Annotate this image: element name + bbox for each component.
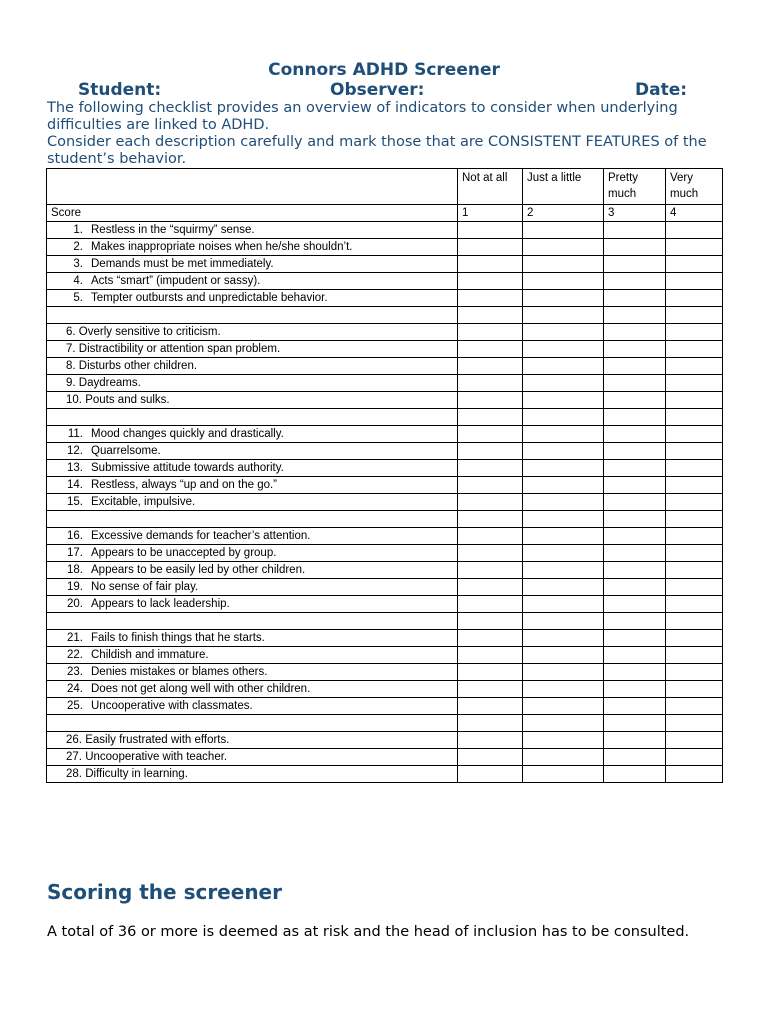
- item-text: Appears to be unaccepted by group.: [91, 547, 277, 559]
- item-number: 11.: [67, 428, 83, 440]
- item-description: [47, 647, 458, 664]
- rating-cell[interactable]: [458, 596, 523, 613]
- rating-cell[interactable]: [523, 324, 604, 341]
- rating-cell[interactable]: [666, 477, 723, 494]
- rating-cell[interactable]: [458, 256, 523, 273]
- rating-cell[interactable]: [666, 324, 723, 341]
- item-text: Appears to lack leadership.: [91, 598, 230, 610]
- rating-cell[interactable]: [666, 392, 723, 409]
- rating-cell: [458, 409, 523, 426]
- item-number: 7.: [66, 343, 76, 355]
- rating-cell[interactable]: [604, 324, 666, 341]
- rating-cell[interactable]: [458, 375, 523, 392]
- table-row: [47, 358, 723, 375]
- item-number: 12.: [67, 445, 83, 457]
- item-description: [47, 494, 458, 511]
- table-header-row: [47, 169, 723, 205]
- rating-cell[interactable]: [604, 545, 666, 562]
- item-description: [47, 426, 458, 443]
- rating-cell[interactable]: [523, 647, 604, 664]
- table-row: [47, 222, 723, 239]
- scoring-heading: Scoring the screener: [47, 880, 282, 904]
- rating-cell[interactable]: [523, 494, 604, 511]
- table-row: [47, 290, 723, 307]
- item-description: [47, 613, 458, 630]
- item-number: 24.: [67, 683, 83, 695]
- item-description: [47, 358, 458, 375]
- item-number: 1.: [73, 224, 83, 236]
- item-description: [47, 732, 458, 749]
- table-row: [47, 460, 723, 477]
- rating-cell[interactable]: [458, 358, 523, 375]
- rating-cell[interactable]: [523, 664, 604, 681]
- item-description: [47, 273, 458, 290]
- rating-cell[interactable]: [458, 222, 523, 239]
- table-row: [47, 698, 723, 715]
- rating-cell[interactable]: [458, 494, 523, 511]
- rating-cell[interactable]: [523, 341, 604, 358]
- rating-cell[interactable]: [458, 647, 523, 664]
- rating-cell: [458, 715, 523, 732]
- item-text: Restless in the “squirmy” sense.: [91, 224, 255, 236]
- item-number: 8.: [66, 360, 76, 372]
- item-description: [47, 477, 458, 494]
- rating-cell[interactable]: [458, 698, 523, 715]
- score-label: Score: [47, 205, 458, 222]
- table-row: [47, 443, 723, 460]
- item-text: No sense of fair play.: [91, 581, 199, 593]
- intro-text: [47, 100, 747, 168]
- rating-cell[interactable]: [604, 766, 666, 783]
- header-blank-cell: [47, 169, 458, 205]
- rating-cell[interactable]: [666, 528, 723, 545]
- date-label: Date:: [635, 80, 688, 100]
- item-description: [47, 324, 458, 341]
- item-description: [47, 528, 458, 545]
- rating-cell[interactable]: [604, 664, 666, 681]
- rating-cell[interactable]: [458, 528, 523, 545]
- rating-cell: [604, 409, 666, 426]
- rating-cell[interactable]: [523, 579, 604, 596]
- rating-cell[interactable]: [604, 341, 666, 358]
- item-text: Difficulty in learning.: [85, 768, 188, 780]
- item-description: [47, 545, 458, 562]
- table-row: [47, 732, 723, 749]
- rating-cell: [523, 715, 604, 732]
- scoring-text: A total of 36 or more is deemed as at risk and the head of inclusion has to be consulted.: [47, 924, 690, 940]
- item-description: [47, 715, 458, 732]
- table-row: [47, 324, 723, 341]
- rating-cell[interactable]: [604, 256, 666, 273]
- item-description: [47, 290, 458, 307]
- table-row: [47, 239, 723, 256]
- table-row: [47, 375, 723, 392]
- observer-label: Observer:: [330, 80, 425, 100]
- item-number: 9.: [66, 377, 76, 389]
- rating-cell[interactable]: [604, 426, 666, 443]
- item-text: Childish and immature.: [91, 649, 209, 661]
- rating-cell: [604, 715, 666, 732]
- rating-cell[interactable]: [523, 681, 604, 698]
- intro-paragraph-1: The following checklist provides an overview of indicators to consider when underlying difficulties are linked to ADHD.: [47, 100, 678, 133]
- rating-cell[interactable]: [523, 460, 604, 477]
- rating-cell[interactable]: [523, 443, 604, 460]
- rating-cell[interactable]: [458, 766, 523, 783]
- item-text: Overly sensitive to criticism.: [78, 326, 221, 338]
- item-description: [47, 698, 458, 715]
- item-number: 19.: [67, 581, 83, 593]
- item-text: Fails to finish things that he starts.: [91, 632, 265, 644]
- meta-row: [0, 80, 768, 100]
- rating-cell[interactable]: [666, 732, 723, 749]
- item-text: Disturbs other children.: [78, 360, 198, 372]
- item-text: Quarrelsome.: [91, 445, 161, 457]
- rating-cell[interactable]: [458, 545, 523, 562]
- column-header: Not at all: [458, 169, 523, 205]
- rating-cell: [666, 715, 723, 732]
- item-description: [47, 409, 458, 426]
- rating-cell[interactable]: [666, 239, 723, 256]
- rating-cell: [523, 511, 604, 528]
- table-row: [47, 341, 723, 358]
- table-row: [47, 273, 723, 290]
- rating-cell[interactable]: [604, 273, 666, 290]
- rating-cell[interactable]: [604, 375, 666, 392]
- table-row: [47, 494, 723, 511]
- item-text: Daydreams.: [78, 377, 141, 389]
- rating-cell: [458, 307, 523, 324]
- rating-cell[interactable]: [458, 341, 523, 358]
- rating-cell[interactable]: [604, 562, 666, 579]
- table-row: [47, 256, 723, 273]
- score-row: [47, 205, 723, 222]
- rating-cell: [523, 307, 604, 324]
- score-value: 1: [458, 205, 523, 222]
- rating-cell: [604, 307, 666, 324]
- item-text: Denies mistakes or blames others.: [91, 666, 268, 678]
- rating-cell[interactable]: [458, 290, 523, 307]
- rating-cell[interactable]: [666, 596, 723, 613]
- item-text: Makes inappropriate noises when he/she shouldn’t.: [91, 241, 353, 253]
- table-row: [47, 562, 723, 579]
- rating-cell[interactable]: [666, 426, 723, 443]
- rating-cell[interactable]: [604, 392, 666, 409]
- rating-cell[interactable]: [523, 290, 604, 307]
- rating-cell[interactable]: [523, 698, 604, 715]
- rating-cell[interactable]: [458, 273, 523, 290]
- rating-cell[interactable]: [666, 681, 723, 698]
- item-number: 16.: [67, 530, 83, 542]
- spacer-row: [47, 409, 723, 426]
- rating-cell[interactable]: [604, 647, 666, 664]
- rating-cell[interactable]: [666, 630, 723, 647]
- rating-cell[interactable]: [458, 681, 523, 698]
- score-value: 4: [666, 205, 723, 222]
- rating-cell[interactable]: [458, 562, 523, 579]
- rating-cell[interactable]: [666, 256, 723, 273]
- rating-cell[interactable]: [458, 392, 523, 409]
- item-text: Distractibility or attention span problem.: [78, 343, 281, 355]
- rating-cell[interactable]: [523, 426, 604, 443]
- table-row: [47, 392, 723, 409]
- item-number: 2.: [73, 241, 83, 253]
- item-text: Tempter outbursts and unpredictable behavior.: [91, 292, 328, 304]
- rating-cell[interactable]: [523, 749, 604, 766]
- score-value: 2: [523, 205, 604, 222]
- rating-cell[interactable]: [604, 222, 666, 239]
- rating-cell[interactable]: [604, 494, 666, 511]
- table-row: [47, 749, 723, 766]
- item-number: 15.: [67, 496, 83, 508]
- rating-cell[interactable]: [458, 664, 523, 681]
- rating-cell[interactable]: [458, 477, 523, 494]
- item-text: Pouts and sulks.: [85, 394, 170, 406]
- item-description: [47, 579, 458, 596]
- rating-cell[interactable]: [604, 630, 666, 647]
- rating-cell[interactable]: [666, 341, 723, 358]
- rating-cell[interactable]: [523, 596, 604, 613]
- item-description: [47, 511, 458, 528]
- item-text: Submissive attitude towards authority.: [91, 462, 284, 474]
- rating-cell[interactable]: [458, 239, 523, 256]
- item-number: 23.: [67, 666, 83, 678]
- rating-cell: [666, 409, 723, 426]
- score-value: 3: [604, 205, 666, 222]
- rating-cell[interactable]: [458, 749, 523, 766]
- rating-cell: [604, 613, 666, 630]
- item-text: Easily frustrated with efforts.: [85, 734, 230, 746]
- rating-cell[interactable]: [523, 766, 604, 783]
- rating-cell[interactable]: [604, 460, 666, 477]
- spacer-row: [47, 715, 723, 732]
- table-row: [47, 426, 723, 443]
- item-description: [47, 749, 458, 766]
- item-description: [47, 664, 458, 681]
- rating-cell: [458, 511, 523, 528]
- rating-cell[interactable]: [604, 579, 666, 596]
- item-text: Excitable, impulsive.: [91, 496, 196, 508]
- rating-cell[interactable]: [666, 562, 723, 579]
- rating-cell: [666, 307, 723, 324]
- rating-cell[interactable]: [458, 443, 523, 460]
- student-label: Student:: [78, 80, 162, 100]
- rating-cell[interactable]: [666, 647, 723, 664]
- rating-cell[interactable]: [666, 358, 723, 375]
- rating-cell[interactable]: [666, 545, 723, 562]
- rating-cell[interactable]: [523, 630, 604, 647]
- item-number: 28.: [66, 768, 82, 780]
- rating-cell[interactable]: [523, 358, 604, 375]
- item-number: 4.: [73, 275, 83, 287]
- rating-cell[interactable]: [458, 732, 523, 749]
- item-number: 21.: [67, 632, 83, 644]
- rating-cell[interactable]: [604, 681, 666, 698]
- rating-cell[interactable]: [666, 494, 723, 511]
- intro-paragraph-2: Consider each description carefully and mark those that are CONSISTENT FEATURES of the student’s behavior.: [47, 134, 707, 167]
- rating-cell[interactable]: [458, 426, 523, 443]
- item-description: [47, 766, 458, 783]
- item-description: [47, 341, 458, 358]
- rating-cell[interactable]: [604, 749, 666, 766]
- spacer-row: [47, 307, 723, 324]
- rating-cell[interactable]: [666, 698, 723, 715]
- table-row: [47, 528, 723, 545]
- rating-cell[interactable]: [523, 375, 604, 392]
- rating-cell[interactable]: [666, 222, 723, 239]
- item-description: [47, 222, 458, 239]
- item-text: Uncooperative with classmates.: [91, 700, 253, 712]
- page-title: Connors ADHD Screener: [268, 60, 500, 80]
- item-number: 18.: [67, 564, 83, 576]
- rating-cell[interactable]: [523, 732, 604, 749]
- item-number: 17.: [67, 547, 83, 559]
- item-number: 5.: [73, 292, 83, 304]
- item-number: 20.: [67, 598, 83, 610]
- rating-cell[interactable]: [458, 579, 523, 596]
- checklist-table: [46, 168, 723, 783]
- item-number: 10.: [66, 394, 82, 406]
- item-text: Demands must be met immediately.: [91, 258, 274, 270]
- table-row: [47, 766, 723, 783]
- item-description: [47, 460, 458, 477]
- rating-cell[interactable]: [523, 273, 604, 290]
- item-number: 3.: [73, 258, 83, 270]
- rating-cell[interactable]: [604, 528, 666, 545]
- rating-cell[interactable]: [523, 239, 604, 256]
- rating-cell: [523, 613, 604, 630]
- rating-cell[interactable]: [666, 579, 723, 596]
- column-header: Pretty much: [604, 169, 666, 205]
- item-number: 22.: [67, 649, 83, 661]
- rating-cell: [666, 511, 723, 528]
- item-number: 27.: [66, 751, 82, 763]
- item-number: 6.: [66, 326, 76, 338]
- item-number: 25.: [67, 700, 83, 712]
- rating-cell[interactable]: [458, 630, 523, 647]
- rating-cell[interactable]: [523, 222, 604, 239]
- rating-cell[interactable]: [458, 324, 523, 341]
- item-text: Mood changes quickly and drastically.: [91, 428, 284, 440]
- table-row: [47, 681, 723, 698]
- rating-cell[interactable]: [604, 477, 666, 494]
- rating-cell[interactable]: [458, 460, 523, 477]
- rating-cell[interactable]: [666, 443, 723, 460]
- rating-cell[interactable]: [604, 443, 666, 460]
- rating-cell[interactable]: [666, 375, 723, 392]
- rating-cell[interactable]: [523, 392, 604, 409]
- rating-cell: [666, 613, 723, 630]
- rating-cell[interactable]: [666, 273, 723, 290]
- rating-cell[interactable]: [666, 290, 723, 307]
- rating-cell[interactable]: [666, 749, 723, 766]
- item-text: Acts “smart” (impudent or sassy).: [91, 275, 261, 287]
- item-description: [47, 239, 458, 256]
- item-description: [47, 630, 458, 647]
- table-row: [47, 664, 723, 681]
- rating-cell[interactable]: [604, 358, 666, 375]
- rating-cell[interactable]: [604, 596, 666, 613]
- table-row: [47, 579, 723, 596]
- table-row: [47, 596, 723, 613]
- item-description: [47, 256, 458, 273]
- column-header: Very much: [666, 169, 723, 205]
- spacer-row: [47, 511, 723, 528]
- rating-cell[interactable]: [523, 562, 604, 579]
- rating-cell[interactable]: [604, 732, 666, 749]
- item-description: [47, 562, 458, 579]
- item-description: [47, 307, 458, 324]
- item-text: Appears to be easily led by other children.: [91, 564, 306, 576]
- item-text: Uncooperative with teacher.: [85, 751, 228, 763]
- rating-cell[interactable]: [604, 698, 666, 715]
- rating-cell[interactable]: [523, 477, 604, 494]
- rating-cell[interactable]: [523, 256, 604, 273]
- rating-cell[interactable]: [604, 290, 666, 307]
- item-number: 26.: [66, 734, 82, 746]
- spacer-row: [47, 613, 723, 630]
- rating-cell[interactable]: [604, 239, 666, 256]
- table-row: [47, 647, 723, 664]
- rating-cell[interactable]: [666, 664, 723, 681]
- item-text: Restless, always “up and on the go.”: [91, 479, 278, 491]
- rating-cell: [458, 613, 523, 630]
- table-row: [47, 545, 723, 562]
- item-text: Does not get along well with other children.: [91, 683, 311, 695]
- item-description: [47, 681, 458, 698]
- item-text: Excessive demands for teacher’s attention.: [91, 530, 311, 542]
- item-description: [47, 392, 458, 409]
- item-number: 14.: [67, 479, 83, 491]
- item-description: [47, 596, 458, 613]
- table-row: [47, 477, 723, 494]
- item-description: [47, 443, 458, 460]
- rating-cell[interactable]: [666, 460, 723, 477]
- item-number: 13.: [67, 462, 83, 474]
- rating-cell[interactable]: [666, 766, 723, 783]
- column-header: Just a little: [523, 169, 604, 205]
- rating-cell: [604, 511, 666, 528]
- rating-cell[interactable]: [523, 528, 604, 545]
- table-row: [47, 630, 723, 647]
- rating-cell: [523, 409, 604, 426]
- rating-cell[interactable]: [523, 545, 604, 562]
- item-description: [47, 375, 458, 392]
